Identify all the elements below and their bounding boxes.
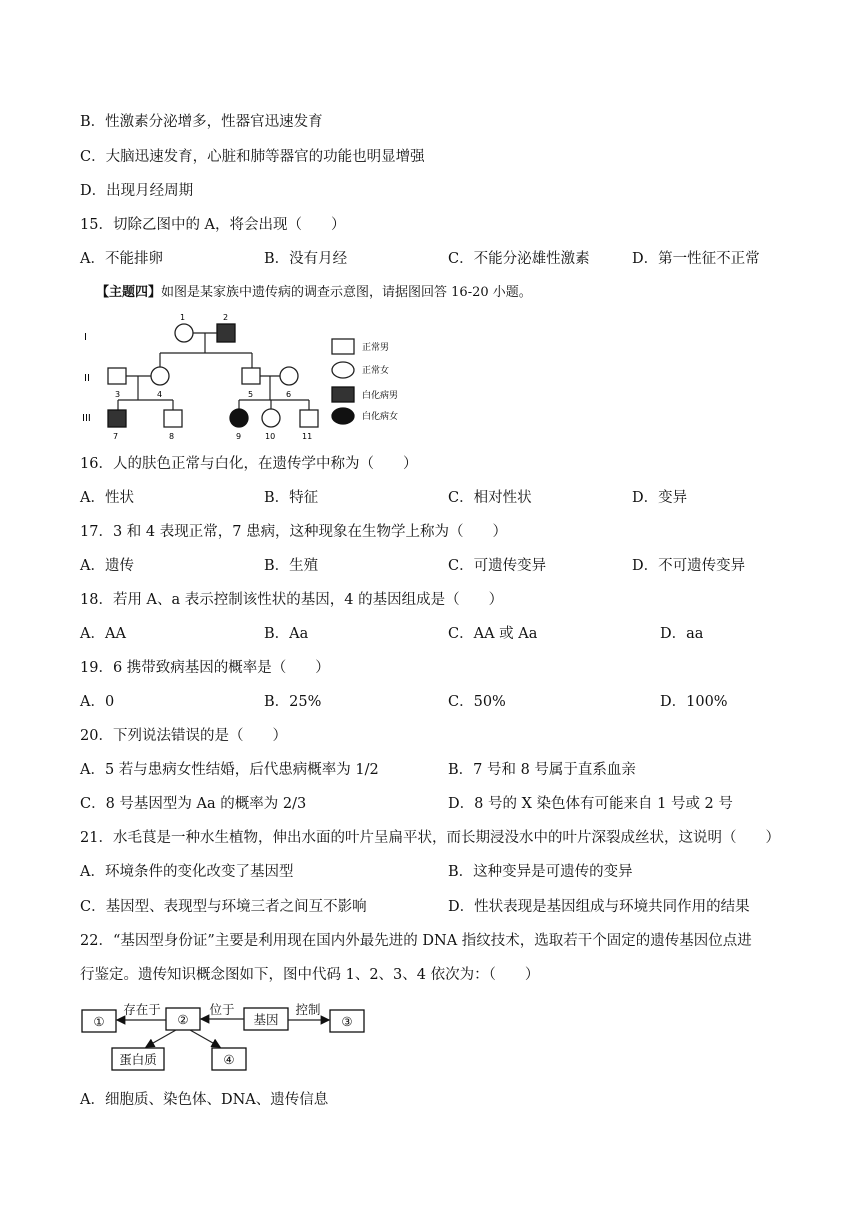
q18-option-c: C．AA 或 Aa xyxy=(448,626,538,642)
q22-option-a: A．细胞质、染色体、DNA、遗传信息 xyxy=(80,1092,329,1108)
q15-option-b: B．没有月经 xyxy=(264,251,348,267)
legend-normal-male: 正常男 xyxy=(362,343,390,353)
pedigree-legend xyxy=(332,339,398,424)
concept-node-2-label: ② xyxy=(177,1012,189,1027)
num-6: 6 xyxy=(286,390,292,399)
individual-9-affected-female xyxy=(230,409,248,427)
num-2: 2 xyxy=(223,313,229,322)
q19-option-a: A．0 xyxy=(80,694,115,710)
q20-option-d: D．8 号的 X 染色体有可能来自 1 号或 2 号 xyxy=(448,796,733,812)
topic4-text: 如图是某家族中遗传病的调查示意图，请据图回答 16-20 小题。 xyxy=(161,285,532,300)
num-8: 8 xyxy=(169,432,175,441)
q14-option-b: B．性激素分泌增多，性器官迅速发育 xyxy=(80,114,323,130)
individual-5-male xyxy=(242,368,260,384)
concept-map xyxy=(80,998,370,1078)
num-4: 4 xyxy=(157,390,163,399)
label-exists-in: 存在于 xyxy=(123,1002,161,1017)
concept-node-4-label: ④ xyxy=(223,1052,235,1067)
q16-option-b: B．特征 xyxy=(264,490,319,506)
num-9: 9 xyxy=(236,432,242,441)
individual-2-affected-male xyxy=(217,324,235,342)
q17-option-c: C．可遗传变异 xyxy=(448,558,547,574)
q15-option-c: C．不能分泌雄性激素 xyxy=(448,251,590,267)
gen-label-2: II xyxy=(84,373,90,384)
legend-affected-male: 白化病男 xyxy=(362,391,399,401)
individual-8-male xyxy=(164,410,182,427)
q19-stem: 19．6 携带致病基因的概率是（ ） xyxy=(80,660,330,676)
q17-option-a: A．遗传 xyxy=(80,558,134,574)
q16-stem: 16．人的肤色正常与白化，在遗传学中称为（ ） xyxy=(80,456,418,472)
concept-node-1-label: ① xyxy=(93,1014,105,1029)
concept-node-protein-label: 蛋白质 xyxy=(119,1052,157,1067)
gen-label-3: III xyxy=(82,413,91,424)
q14-option-d: D．出现月经周期 xyxy=(80,183,194,199)
q16-option-a: A．性状 xyxy=(80,490,134,506)
individual-7-affected-male xyxy=(108,410,126,427)
q19-option-b: B．25% xyxy=(264,694,322,710)
q16-option-c: C．相对性状 xyxy=(448,490,532,506)
num-3: 3 xyxy=(115,390,121,399)
q20-option-a: A．5 若与患病女性结婚，后代患病概率为 1/2 xyxy=(80,762,379,778)
q18-stem: 18．若用 A、a 表示控制该性状的基因，4 的基因组成是（ ） xyxy=(80,592,504,608)
q20-stem: 20．下列说法错误的是（ ） xyxy=(80,728,287,744)
individual-3-male xyxy=(108,368,126,384)
q18-option-d: D．aa xyxy=(660,626,704,642)
q19-option-d: D．100% xyxy=(660,694,728,710)
concept-node-3-label: ③ xyxy=(341,1014,353,1029)
q22-stem-line1: 22．“基因型身份证”主要是利用现在国内外最先进的 DNA 指纹技术，选取若干个固定的遗传基因位点进 xyxy=(80,933,752,949)
q17-option-b: B．生殖 xyxy=(264,558,319,574)
num-11: 11 xyxy=(302,432,313,441)
q15-option-a: A．不能排卵 xyxy=(80,251,163,267)
q20-option-b: B．7 号和 8 号属于直系血亲 xyxy=(448,762,636,778)
q21-stem: 21．水毛茛是一种水生植物，伸出水面的叶片呈扁平状，而长期浸没水中的叶片深裂成丝状，这说明（ ） xyxy=(80,830,780,846)
legend-normal-female-symbol xyxy=(332,362,354,378)
q18-option-a: A．AA xyxy=(80,626,126,642)
q21-option-c: C．基因型、表现型与环境三者之间互不影响 xyxy=(80,899,367,915)
q20-option-c: C．8 号基因型为 Aa 的概率为 2/3 xyxy=(80,796,307,812)
q21-option-a: A．环境条件的变化改变了基因型 xyxy=(80,864,294,880)
q15-stem: 15．切除乙图中的 A，将会出现（ ） xyxy=(80,217,346,233)
q22-stem-line2: 行鉴定。遗传知识概念图如下，图中代码 1、2、3、4 依次为：（ ） xyxy=(80,967,540,983)
legend-affected-female-symbol xyxy=(332,408,354,424)
num-10: 10 xyxy=(265,432,276,441)
individual-6-female xyxy=(280,367,298,385)
q17-option-d: D．不可遗传变异 xyxy=(632,558,746,574)
num-1: 1 xyxy=(180,313,186,322)
individual-4-female xyxy=(151,367,169,385)
label-controls: 控制 xyxy=(295,1002,321,1017)
legend-normal-female: 正常女 xyxy=(362,366,390,376)
individual-1-female xyxy=(175,324,193,342)
concept-node-gene-label: 基因 xyxy=(253,1012,279,1027)
gen-label-1: I xyxy=(84,332,87,343)
legend-affected-male-symbol xyxy=(332,387,354,402)
q21-option-b: B．这种变异是可遗传的变异 xyxy=(448,864,633,880)
label-located-in: 位于 xyxy=(209,1002,235,1017)
legend-normal-male-symbol xyxy=(332,339,354,354)
num-5: 5 xyxy=(248,390,254,399)
individual-10-female xyxy=(262,409,280,427)
q16-option-d: D．变异 xyxy=(632,490,688,506)
q18-option-b: B．Aa xyxy=(264,626,309,642)
legend-affected-female: 白化病女 xyxy=(362,412,399,422)
q21-option-d: D．性状表现是基因组成与环境共同作用的结果 xyxy=(448,899,750,915)
pedigree-chart xyxy=(80,306,400,446)
arrow-to-node-4 xyxy=(190,1030,220,1047)
q15-option-d: D．第一性征不正常 xyxy=(632,251,760,267)
q19-option-c: C．50% xyxy=(448,694,506,710)
individual-11-male xyxy=(300,410,318,427)
arrow-to-protein xyxy=(146,1030,176,1047)
q17-stem: 17．3 和 4 表现正常，7 患病，这种现象在生物学上称为（ ） xyxy=(80,524,508,540)
topic4-tag: 【主题四】 xyxy=(96,285,162,300)
num-7: 7 xyxy=(113,432,119,441)
topic4-header xyxy=(96,284,532,302)
q14-option-c: C．大脑迅速发育，心脏和肺等器官的功能也明显增强 xyxy=(80,149,425,165)
